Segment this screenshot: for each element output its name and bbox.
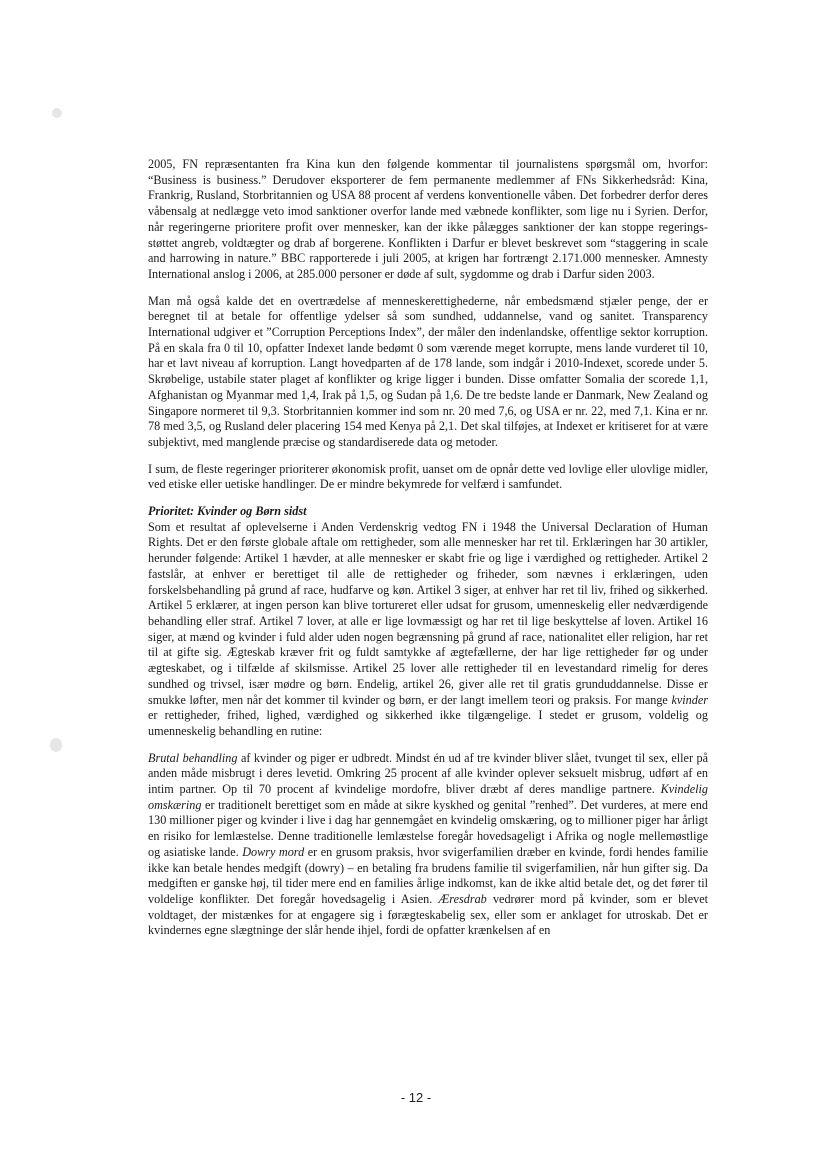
scan-speck: [50, 738, 62, 752]
text-segment-italic: Æresdrab: [438, 891, 487, 906]
text-segment-italic: Kvindelig omskæring: [148, 782, 708, 812]
paragraph-darfur: [148, 157, 708, 283]
page-number: - 12 -: [400, 1090, 432, 1105]
text-segment-italic: Dowry mord: [242, 844, 305, 859]
paragraph-corruption: [148, 294, 708, 451]
text-segment: Man må også kalde det en overtrædelse af menneskerettighederne, når embedsmænd stjæler penge, der er beregnet til at betale for offentlige ydelser så som sundhed, uddannelse, vand og sanitet. Transparency International udgiver et ”Corruption Perceptions Index”, der måler den indenlandske, offentlige sektor korruption. På en skala fra 0 til 10, opfatter Indexet lande bedømt 0 som værende meget korrupte, mens lande vurderet til 10, har et lavt niveau af korruption. Langt hovedparten af de 178 lande, som indgår i 2010-Indexet, scorede under 5. Skrøbelige, ustabile stater plaget af konflikter og krige ligger i bunden. Disse omfatter Somalia der scorede 1,1, Afghanistan og Myanmar med 1,4, Irak på 1,5, og Sudan på 1,6. De tre bedste lande er Danmark, New Zealand og Singapore normeret til 9,3. Storbritannien kommer ind som nr. 20 med 7,6, og USA er nr. 22, med 7,1. Kina er nr. 78 med 3,5, og Rusland deler placering 154 med Kenya på 2,1. Det skal tilføjes, at Indexet er kritiseret for at være subjektivt, med manglende præcise og standardiserede data og metoder.: [148, 293, 708, 449]
text-segment: er traditionelt berettiget som en måde at sikre kyskhed og genital ”renhed”. Det vurderes, at mere end 130 millioner piger og kvinder i live i dag har gennemgået en kvindelig omskæring, og to millioner piger har årligt en risiko for lemlæstelse. Denne traditionelle lemlæstelse foregår hovedsageligt i Afrika og nogle mellemøstlige og asiatiske lande.: [148, 797, 708, 859]
page-body: [148, 157, 708, 950]
text-segment-italic: kvinder: [671, 692, 708, 707]
text-segment: I sum, de fleste regeringer prioriterer økonomisk profit, uanset om de opnår dette ved lovlige eller ulovlige midler, ved etiske eller uetiske handlinger. De er mindre bekymrede for velfærd i samfundet.: [148, 461, 708, 492]
scan-speck: [52, 108, 62, 118]
text-segment: er rettigheder, frihed, lighed, værdighed og sikkerhed ikke tilgængelige. I stedet er grusom, voldelig og umenneskelig behandling en rutine:: [148, 708, 708, 738]
text-segment: Som et resultat af oplevelserne i Anden Verdenskrig vedtog FN i 1948 the Universal Declaration of Human Rights. Det er den første globale aftale om rettigheder, som alle mennesker har ret til. Erklæringen har 30 artikler, herunder følgende: Artikel 1 hævder, at alle mennesker er skabt frie og lige i værdighed og rettigheder. Artikel 2 fastslår, at enhver er berettiget til alle de rettigheder og friheder, som nævnes i erklæringen, uden forskelsbehandling på grund af race, hudfarve og køn. Artikel 3 siger, at enhver har ret til liv, frihed og sikkerhed. Artikel 5 erklærer, at ingen person kan blive tortureret eller udsat for grusom, umenneskelig eller nedværdigende behandling eller straf. Artikel 7 lover, at alle er lige lovmæssigt og har ret til lige beskyttelse af loven. Artikel 16 siger, at mænd og kvinder i fuld alder uden nogen begrænsning på grund af race, nationalitet eller religion, har ret til at gifte sig. Ægteskab kræver frit og fuldt samtykke af ægtefællerne, der har lige rettigheder før og under ægteskabet, og i tilfælde af skilsmisse. Artikel 25 lover alle rettigheder til en levestandard rimelig for deres sundhed og trivsel, især mødre og børn. Endelig, artikel 26, giver alle ret til gratis grunduddannelse. Disse er smukke løfter, men når det kommer til kvinder og børn, er der langt imellem teori og praksis. For mange: [148, 519, 708, 707]
text-segment-italic: Brutal behandling: [148, 750, 238, 765]
text-segment: vedrører mord på kvinder, som er blevet voldtaget, der mistænkes for at engagere sig i førægteskabelig sex, eller som er anklaget for utroskab. Det er kvindernes egne slægtninge der slår hende ihjel, fordi de opfatter krænkelsen af en: [148, 891, 708, 938]
text-segment: 2005, FN repræsentanten fra Kina kun den følgende kommentar til journalistens spørgsmål om, hvorfor: “Business is business.” Derudover eksporterer de fem permanente medlemmer af FNs Sikkerhedsråd: Kina, Frankrig, Rusland, Storbritannien og USA 88 procent af verdens konventionelle våben. Det forbedrer derfor deres våbensalg at nedlægge veto imod sanktioner overfor lande med væbnede konflikter, som lige nu i Syrien. Derfor, når regeringerne prioritere profit over mennesker, kan der ikke pålægges sanktioner der kan stoppe regerings-støttet angreb, voldtægter og drab af borgerene. Konflikten i Darfur er blevet beskrevet som “staggering in scale and harrowing in nature.” BBC rapporterede i juli 2005, at krigen har fortrængt 2.171.000 mennesker. Amnesty International anslog i 2006, at 285.000 personer er døde af sult, sygdomme og drab i Darfur siden 2003.: [148, 157, 708, 281]
text-segment: er en grusom praksis, hvor svigerfamilien dræber en kvinde, fordi hendes familie ikke kan betale hendes medgift (dowry) – en betaling fra brudens familie til svigerfamilien, når hun gifter sig. Da medgiften er ganske høj, til tider mere end en families årlige indkomst, kan de ikke altid betale det, og det fører til voldelige konflikter. Det foregår hovedsagelig i Asien.: [148, 844, 708, 906]
paragraph-brutal-treatment: [148, 751, 708, 939]
section-heading: Prioritet: Kvinder og Børn sidst: [148, 504, 307, 519]
text-segment: af kvinder og piger er udbredt. Mindst én ud af tre kvinder bliver slået, tvunget til sex, eller på anden måde misbrugt i deres levetid. Omkring 25 procent af alle kvinder oplever seksuelt misbrug, udført af en intim partner. Op til 70 procent af kvindelige mordofre, bliver dræbt af deres mandlige partnere.: [148, 750, 708, 797]
paragraph-human-rights: [148, 520, 708, 740]
paragraph-summary: [148, 462, 708, 493]
